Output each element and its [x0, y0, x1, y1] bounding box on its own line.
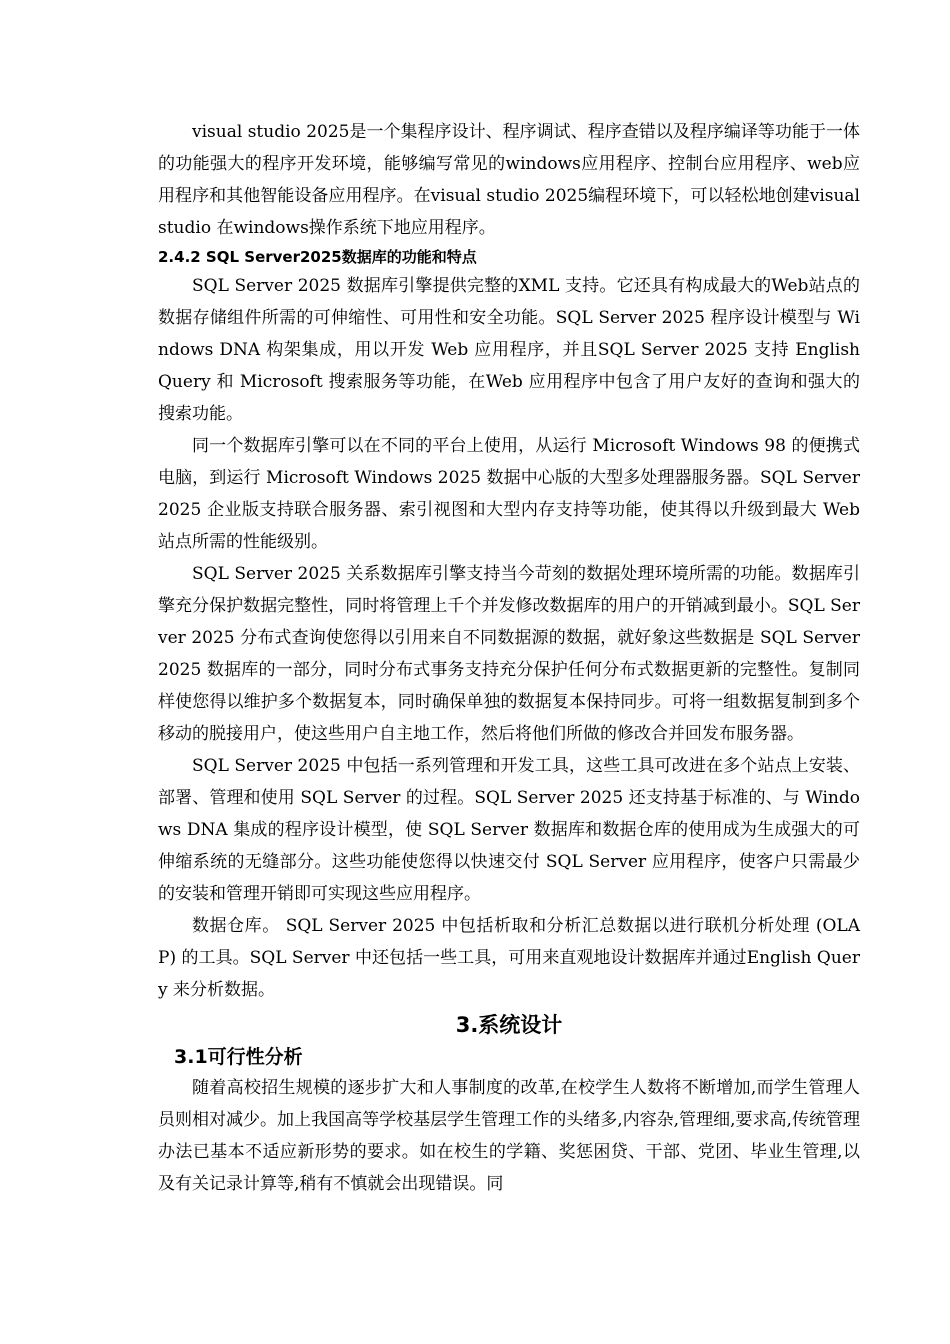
body-paragraph: SQL Server 2025 中包括一系列管理和开发工具，这些工具可改进在多个站点上安装、部署、管理和使用 SQL Server 的过程。SQL Server 2025 还支持基于标准的、与 Windows DNA 集成的程序设计模型，使 SQL Server 数据库和数据仓库的使用成为生成强大的可伸缩系统的无缝部分。这些功能使您得以快速交付 SQL Server 应用程序，使客户只需最少的安装和管理开销即可实现这些应用程序。 [158, 756, 860, 904]
intro-paragraph: visual studio 2025是一个集程序设计、程序调试、程序查错以及程序编译等功能于一体的功能强大的程序开发环境，能够编写常见的windows应用程序、控制台应用程序、web应用程序和其他智能设备应用程序。在visual studio 2025编程环境下，可以轻松地创建visual studio 在windows操作系统下地应用程序。 [158, 122, 860, 238]
chapter-heading-3: 3.系统设计 [455, 1013, 563, 1037]
subsection-heading-2-4-2: 2.4.2 SQL Server2025数据库的功能和特点 [158, 248, 477, 266]
body-paragraph: 随着高校招生规模的逐步扩大和人事制度的改革,在校学生人数将不断增加,而学生管理人员则相对减少。加上我国高等学校基层学生管理工作的头绪多,内容杂,管理细,要求高,传统管理办法已基本不适应新形势的要求。如在校生的学籍、奖惩困贷、干部、党团、毕业生管理,以及有关记录计算等,稍有不慎就会出现错误。同 [158, 1078, 860, 1194]
body-paragraph: SQL Server 2025 数据库引擎提供完整的XML 支持。它还具有构成最大的Web站点的数据存储组件所需的可伸缩性、可用性和安全功能。SQL Server 2025 程序设计模型与 Windows DNA 构架集成，用以开发 Web 应用程序，并且SQL Server 2025 支持 English Query 和 Microsoft 搜索服务等功能，在Web 应用程序中包含了用户友好的查询和强大的搜索功能。 [158, 276, 860, 424]
document-page [158, 116, 860, 1200]
body-paragraph: 同一个数据库引擎可以在不同的平台上使用，从运行 Microsoft Windows 98 的便携式电脑，到运行 Microsoft Windows 2025 数据中心版的大型多处理器服务器。SQL Server 2025 企业版支持联合服务器、索引视图和大型内存支持等功能，使其得以升级到最大 Web 站点所需的性能级别。 [158, 436, 860, 552]
body-paragraph: SQL Server 2025 关系数据库引擎支持当今苛刻的数据处理环境所需的功能。数据库引擎充分保护数据完整性，同时将管理上千个并发修改数据库的用户的开销减到最小。SQL Server 2025 分布式查询使您得以引用来自不同数据源的数据，就好象这些数据是 SQL Server 2025 数据库的一部分，同时分布式事务支持充分保护任何分布式数据更新的完整性。复制同样使您得以维护多个数据复本，同时确保单独的数据复本保持同步。可将一组数据复制到多个移动的脱接用户，使这些用户自主地工作，然后将他们所做的修改合并回发布服务器。 [158, 564, 860, 744]
section-heading-3-1: 3.1可行性分析 [174, 1046, 303, 1068]
body-paragraph: 数据仓库。 SQL Server 2025 中包括析取和分析汇总数据以进行联机分析处理 (OLAP) 的工具。SQL Server 中还包括一些工具，可用来直观地设计数据库并通过English Query 来分析数据。 [158, 916, 860, 1000]
